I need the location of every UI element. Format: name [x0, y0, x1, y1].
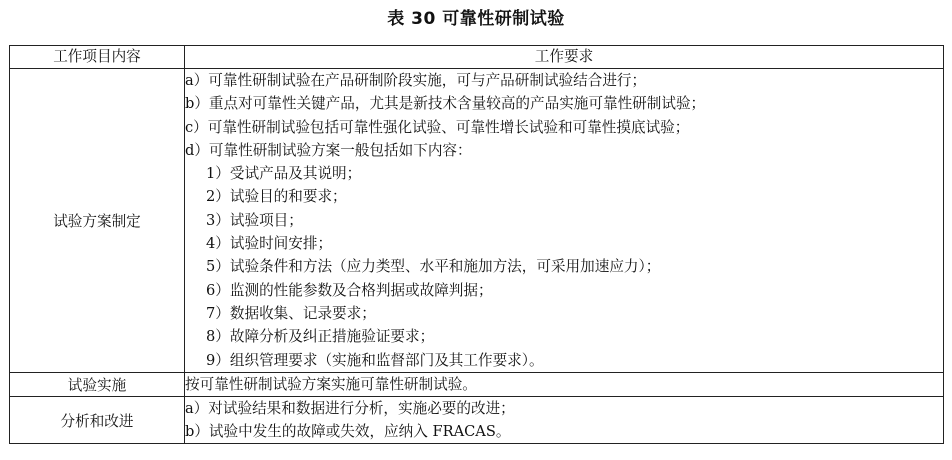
- header-row: [10, 46, 944, 69]
- requirement-subline: 2）试验目的和要求；: [206, 188, 347, 206]
- requirement-line: d）可靠性研制试验方案一般包括如下内容：: [185, 141, 472, 159]
- table-title: 表 30 可靠性研制试验: [387, 9, 565, 29]
- table-row: [10, 69, 944, 373]
- requirement-subline: 4）试验时间安排；: [206, 235, 333, 253]
- table-row: [10, 396, 944, 444]
- requirement-line: 按可靠性研制试验方案实施可靠性研制试验。: [185, 375, 477, 393]
- row-item-test-plan: 试验方案制定: [10, 69, 185, 373]
- requirement-line: b）试验中发生的故障或失效，应纳入 FRACAS。: [185, 423, 511, 441]
- requirement-subline: 3）试验项目；: [206, 211, 303, 229]
- requirement-line: c）可靠性研制试验包括可靠性强化试验、可靠性增长试验和可靠性摸底试验；: [185, 118, 690, 136]
- header-item: 工作项目内容: [10, 46, 185, 69]
- row-item-analysis-improvement: 分析和改进: [10, 396, 185, 444]
- requirement-subline: 6）监测的性能参数及合格判据或故障判据；: [206, 281, 493, 299]
- requirement-subline: 9）组织管理要求（实施和监督部门及其工作要求）。: [206, 351, 544, 369]
- table-row: [10, 372, 944, 396]
- header-requirement: 工作要求: [185, 46, 944, 69]
- requirement-subline: 5）试验条件和方法（应力类型、水平和施加方法，可采用加速应力）；: [206, 258, 661, 276]
- row-item-test-execution: 试验实施: [10, 372, 185, 396]
- requirement-line: a）对试验结果和数据进行分析，实施必要的改进；: [185, 399, 515, 417]
- requirement-line: b）重点对可靠性关键产品，尤其是新技术含量较高的产品实施可靠性研制试验；: [185, 95, 706, 113]
- requirement-line: a）可靠性研制试验在产品研制阶段实施，可与产品研制试验结合进行；: [185, 72, 647, 89]
- row-requirement-test-plan: [185, 69, 944, 373]
- requirement-subline: 1）受试产品及其说明；: [206, 165, 362, 183]
- row-requirement-analysis-improvement: [185, 396, 944, 444]
- requirement-subline: 7）数据收集、记录要求；: [206, 304, 376, 322]
- reliability-test-table: [9, 45, 944, 444]
- requirement-subline: 8）故障分析及纠正措施验证要求；: [206, 328, 435, 346]
- row-requirement-test-execution: [185, 372, 944, 396]
